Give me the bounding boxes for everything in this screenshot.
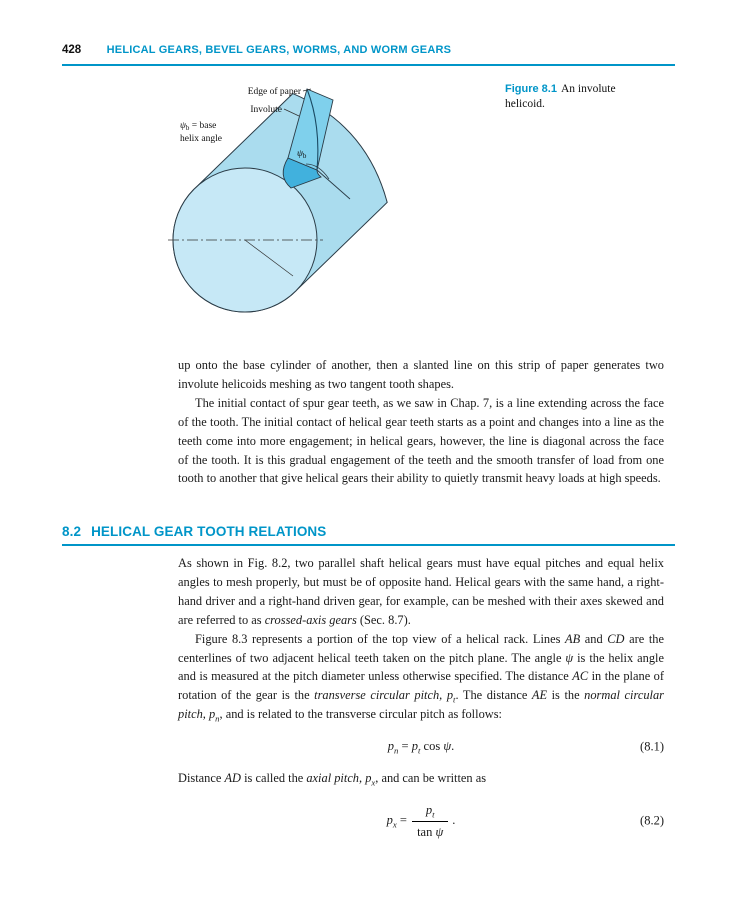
edge-of-paper-label: Edge of paper xyxy=(247,87,301,97)
involute-label: Involute xyxy=(250,105,282,115)
paragraph: The initial contact of spur gear teeth, as we saw in Chap. 7, is a line extending across the face of the tooth. The initial contact of helical gear teeth starts as a point and changes into a line as the teeth come into more engagement; in helical gears, however, the line is diagonal across the face of the tooth. It is this gradual engagement of the teeth and the smooth transfer of load from one tooth to another that give helical gears their ability to quietly transmit heavy loads at high speeds. xyxy=(178,395,664,486)
fraction xyxy=(412,801,448,842)
paragraph-continuation: up onto the base cylinder of another, then a slanted line on this strip of paper generates two involute helicoids meshing as two tangent tooth shapes. xyxy=(178,358,664,391)
involute-helicoid-figure xyxy=(160,80,425,332)
body-text-block-2 xyxy=(178,554,664,855)
figure-caption-label: Figure 8.1 xyxy=(505,83,557,95)
paragraph: Distance AD is called the axial pitch, $p_x$, and can be written as xyxy=(178,771,487,788)
figure-caption xyxy=(505,82,657,112)
body-text-block-1 xyxy=(178,356,664,488)
equation-8-2-body xyxy=(386,802,456,839)
page-header xyxy=(62,40,675,66)
fraction-numerator: $p_t$ xyxy=(425,802,435,820)
equation-8-2 xyxy=(178,801,664,842)
section-title: HELICAL GEAR TOOTH RELATIONS xyxy=(91,524,327,539)
equation-8-2-lhs: $p_x$ = xyxy=(386,813,411,830)
running-head-title: HELICAL GEARS, BEVEL GEARS, WORMS, AND WORM GEARS xyxy=(106,44,452,56)
psi-b-surface-label: $\psi_b$ xyxy=(297,149,307,160)
section-number: 8.2 xyxy=(62,524,82,539)
section-heading-8-2 xyxy=(62,524,675,546)
fraction-denominator: tan ψ xyxy=(412,821,448,842)
equation-8-1 xyxy=(178,737,664,756)
equation-8-1-number: (8.1) xyxy=(640,739,664,754)
paragraph: As shown in Fig. 8.2, two parallel shaft helical gears must have equal pitches and equal helix angles to mesh properly, but must be of opposite hand. Helical gears with the same hand, a right-hand driver and a right-hand driven gear, for example, can be meshed with their axes skewed and are referred to as crossed-axis gears (Sec. 8.7). xyxy=(178,556,664,627)
figure-caption-text: An involute helicoid. xyxy=(505,83,616,110)
base-helix-angle-label-line1: $\psi_b$ = base xyxy=(180,121,217,132)
equation-8-1-body: $p_n = p_t$ cos ψ. xyxy=(387,739,455,756)
equation-8-2-number: (8.2) xyxy=(640,813,664,828)
paragraph: Figure 8.3 represents a portion of the top view of a helical rack. Lines AB and CD are the centerlines of two adjacent helical teeth taken on the pitch plane. The angle ψ is the helix angle and is measured at the pitch diameter unless otherwise specified. The distance AC in the plane of rotation of the gear is the transverse circular pitch, $p_t$. The distance AE is the normal circular pitch, $p_n$, and is related to the transverse circular pitch as follows: xyxy=(178,631,664,724)
equation-8-2-period: . xyxy=(452,813,456,828)
base-helix-angle-label-line2: helix angle xyxy=(180,134,222,144)
page-number: 428 xyxy=(62,44,82,56)
